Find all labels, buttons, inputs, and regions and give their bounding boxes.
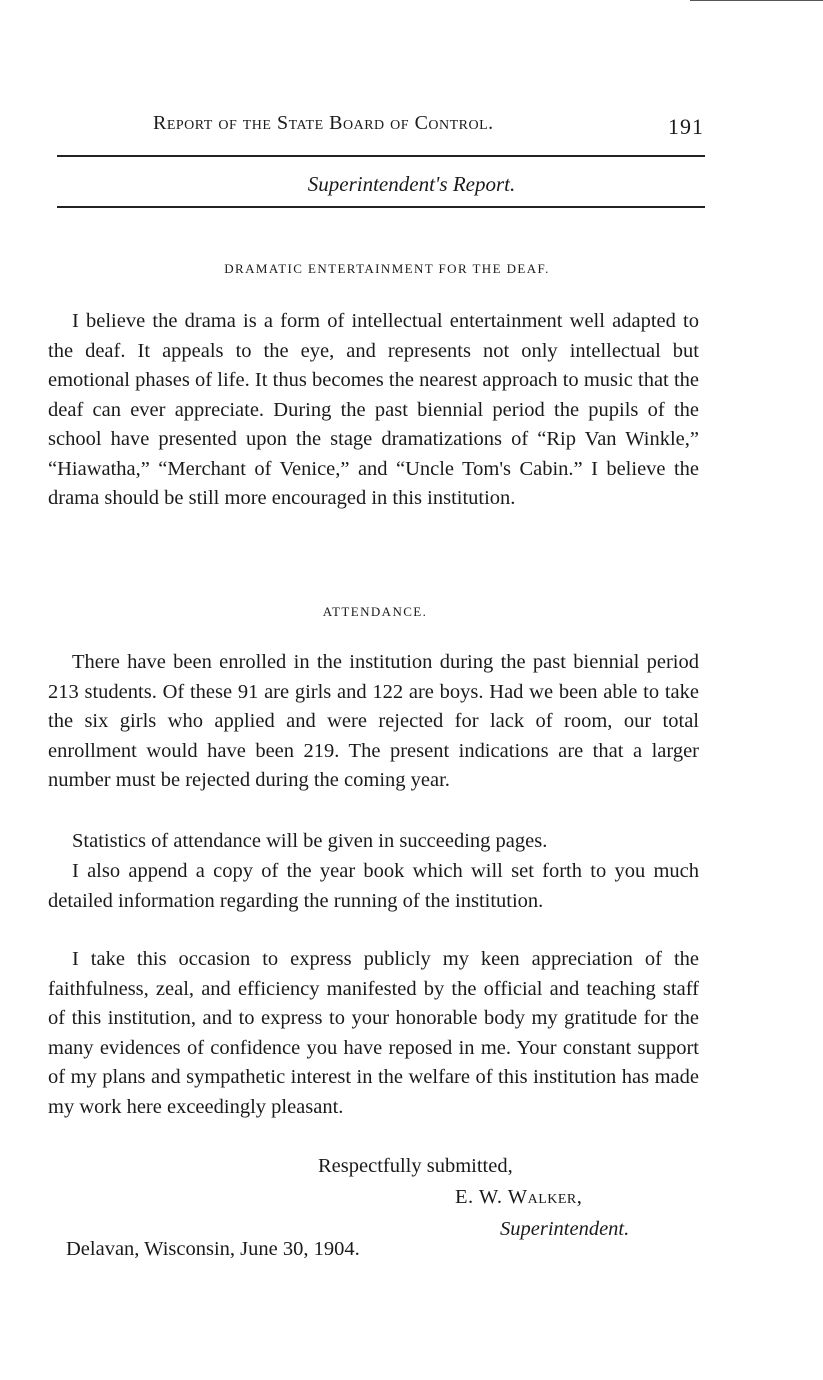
header-rule-bottom — [57, 206, 705, 208]
paragraph-text: I also append a copy of the year book which will set forth to you much detailed information regarding the running of the institution. — [48, 860, 699, 912]
signatory-title: Superintendent. — [500, 1218, 630, 1240]
paragraph-text: I believe the drama is a form of intellectual entertainment well adapted to the deaf. It appeals to the eye, and represents not only intellectual but emotional phases of life. It thus becomes the nearest approach to music that the deaf can ever appreciate. During the past biennial period the pupils of the school have presented upon the stage dramatizations of “Rip Van Winkle,” “Hiawatha,” “Merchant of Venice,” and “Uncle Tom's Cabin.” I believe the drama should be still more encouraged in this institution. — [48, 310, 699, 509]
heading-dramatic-entertainment: DRAMATIC ENTERTAINMENT FOR THE DEAF. — [224, 261, 550, 276]
place-and-date: Delavan, Wisconsin, June 30, 1904. — [66, 1238, 360, 1260]
page-number: 191 — [668, 114, 704, 139]
paragraph-text: There have been enrolled in the institution during the past biennial period 213 students. Of these 91 are girls and 122 are boys. Had we been able to take the six girls who applied and were rejected for lack of room, our total enrollment would have been 219. The present indications are that a larger number must be rejected during the coming year. — [48, 651, 699, 791]
paragraph-text: I take this occasion to express publicly my keen appreciation of the faithfulness, zeal, and efficiency manifested by the official and teaching staff of this institution, and to express to your honorable body my gratitude for the many evidences of confidence you have reposed in me. Your constant support of my plans and sympathetic interest in the welfare of this institution has made my work here exceedingly pleasant. — [48, 948, 699, 1118]
paragraph-drama — [48, 307, 699, 514]
paragraph-enrollment — [48, 648, 699, 796]
section-title: Superintendent's Report. — [307, 172, 516, 196]
paragraph-year-book — [48, 857, 699, 916]
paragraph-appreciation — [48, 945, 699, 1122]
closing-salutation: Respectfully submitted, — [318, 1155, 513, 1177]
paragraph-statistics — [48, 827, 699, 857]
header-rule-top — [57, 155, 705, 157]
top-edge-rule — [690, 0, 823, 1]
heading-attendance: ATTENDANCE. — [322, 604, 428, 619]
paragraph-text: Statistics of attendance will be given in succeeding pages. — [72, 830, 548, 852]
running-head: Report of the State Board of Control. — [153, 112, 494, 134]
signatory-name: E. W. Walker, — [455, 1186, 583, 1208]
